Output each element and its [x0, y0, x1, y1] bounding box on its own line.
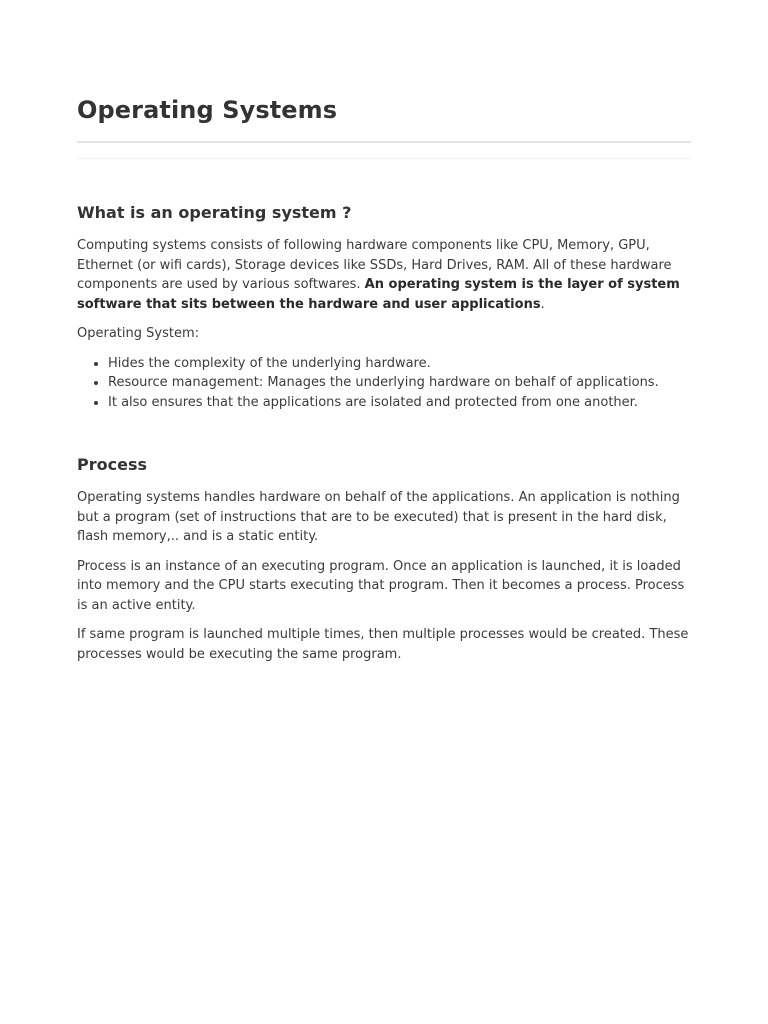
title-divider [77, 141, 691, 143]
process-paragraph: Operating systems handles hardware on behalf of the applications. An application is nothing but a program (set of instructions that are to be executed) that is present in the hard disk, flash memory,.. and is a static entity. [77, 490, 680, 544]
process-paragraph: Process is an instance of an executing program. Once an application is launched, it is loaded into memory and the CPU starts executing that program. Then it becomes a process. Process is an active entity. [77, 558, 685, 613]
section-heading-what-is-os: What is an operating system ? [77, 203, 352, 222]
os-bullet-list [77, 354, 691, 413]
list-item: • It also ensures that the applications are isolated and protected from one another. [108, 393, 691, 413]
title-divider-light [77, 158, 691, 159]
list-item: • Hides the complexity of the underlying hardware. [108, 354, 691, 374]
os-intro-paragraph [77, 236, 691, 314]
process-paragraph: If same program is launched multiple times, then multiple processes would be created. These processes would be executing the same program. [77, 627, 689, 662]
os-intro-end: . [540, 296, 545, 312]
section-what-is-os [77, 203, 691, 412]
section-heading-process: Process [77, 455, 147, 474]
section-process [77, 455, 691, 674]
page-title: Operating Systems [77, 96, 338, 124]
os-intro-text: Computing systems consists of following hardware components like CPU, Memory, GPU, Ethernet (or wifi cards), Storage devices like SSDs, Hard Drives, RAM. All of these hardware components are used by various softwares. [77, 238, 672, 292]
os-list-intro: Operating System: [77, 326, 199, 341]
list-item: • Resource management: Manages the underlying hardware on behalf of applications. [108, 373, 691, 393]
os-intro-bold: An operating system is the layer of system software that sits between the hardware and user applications [77, 277, 680, 312]
